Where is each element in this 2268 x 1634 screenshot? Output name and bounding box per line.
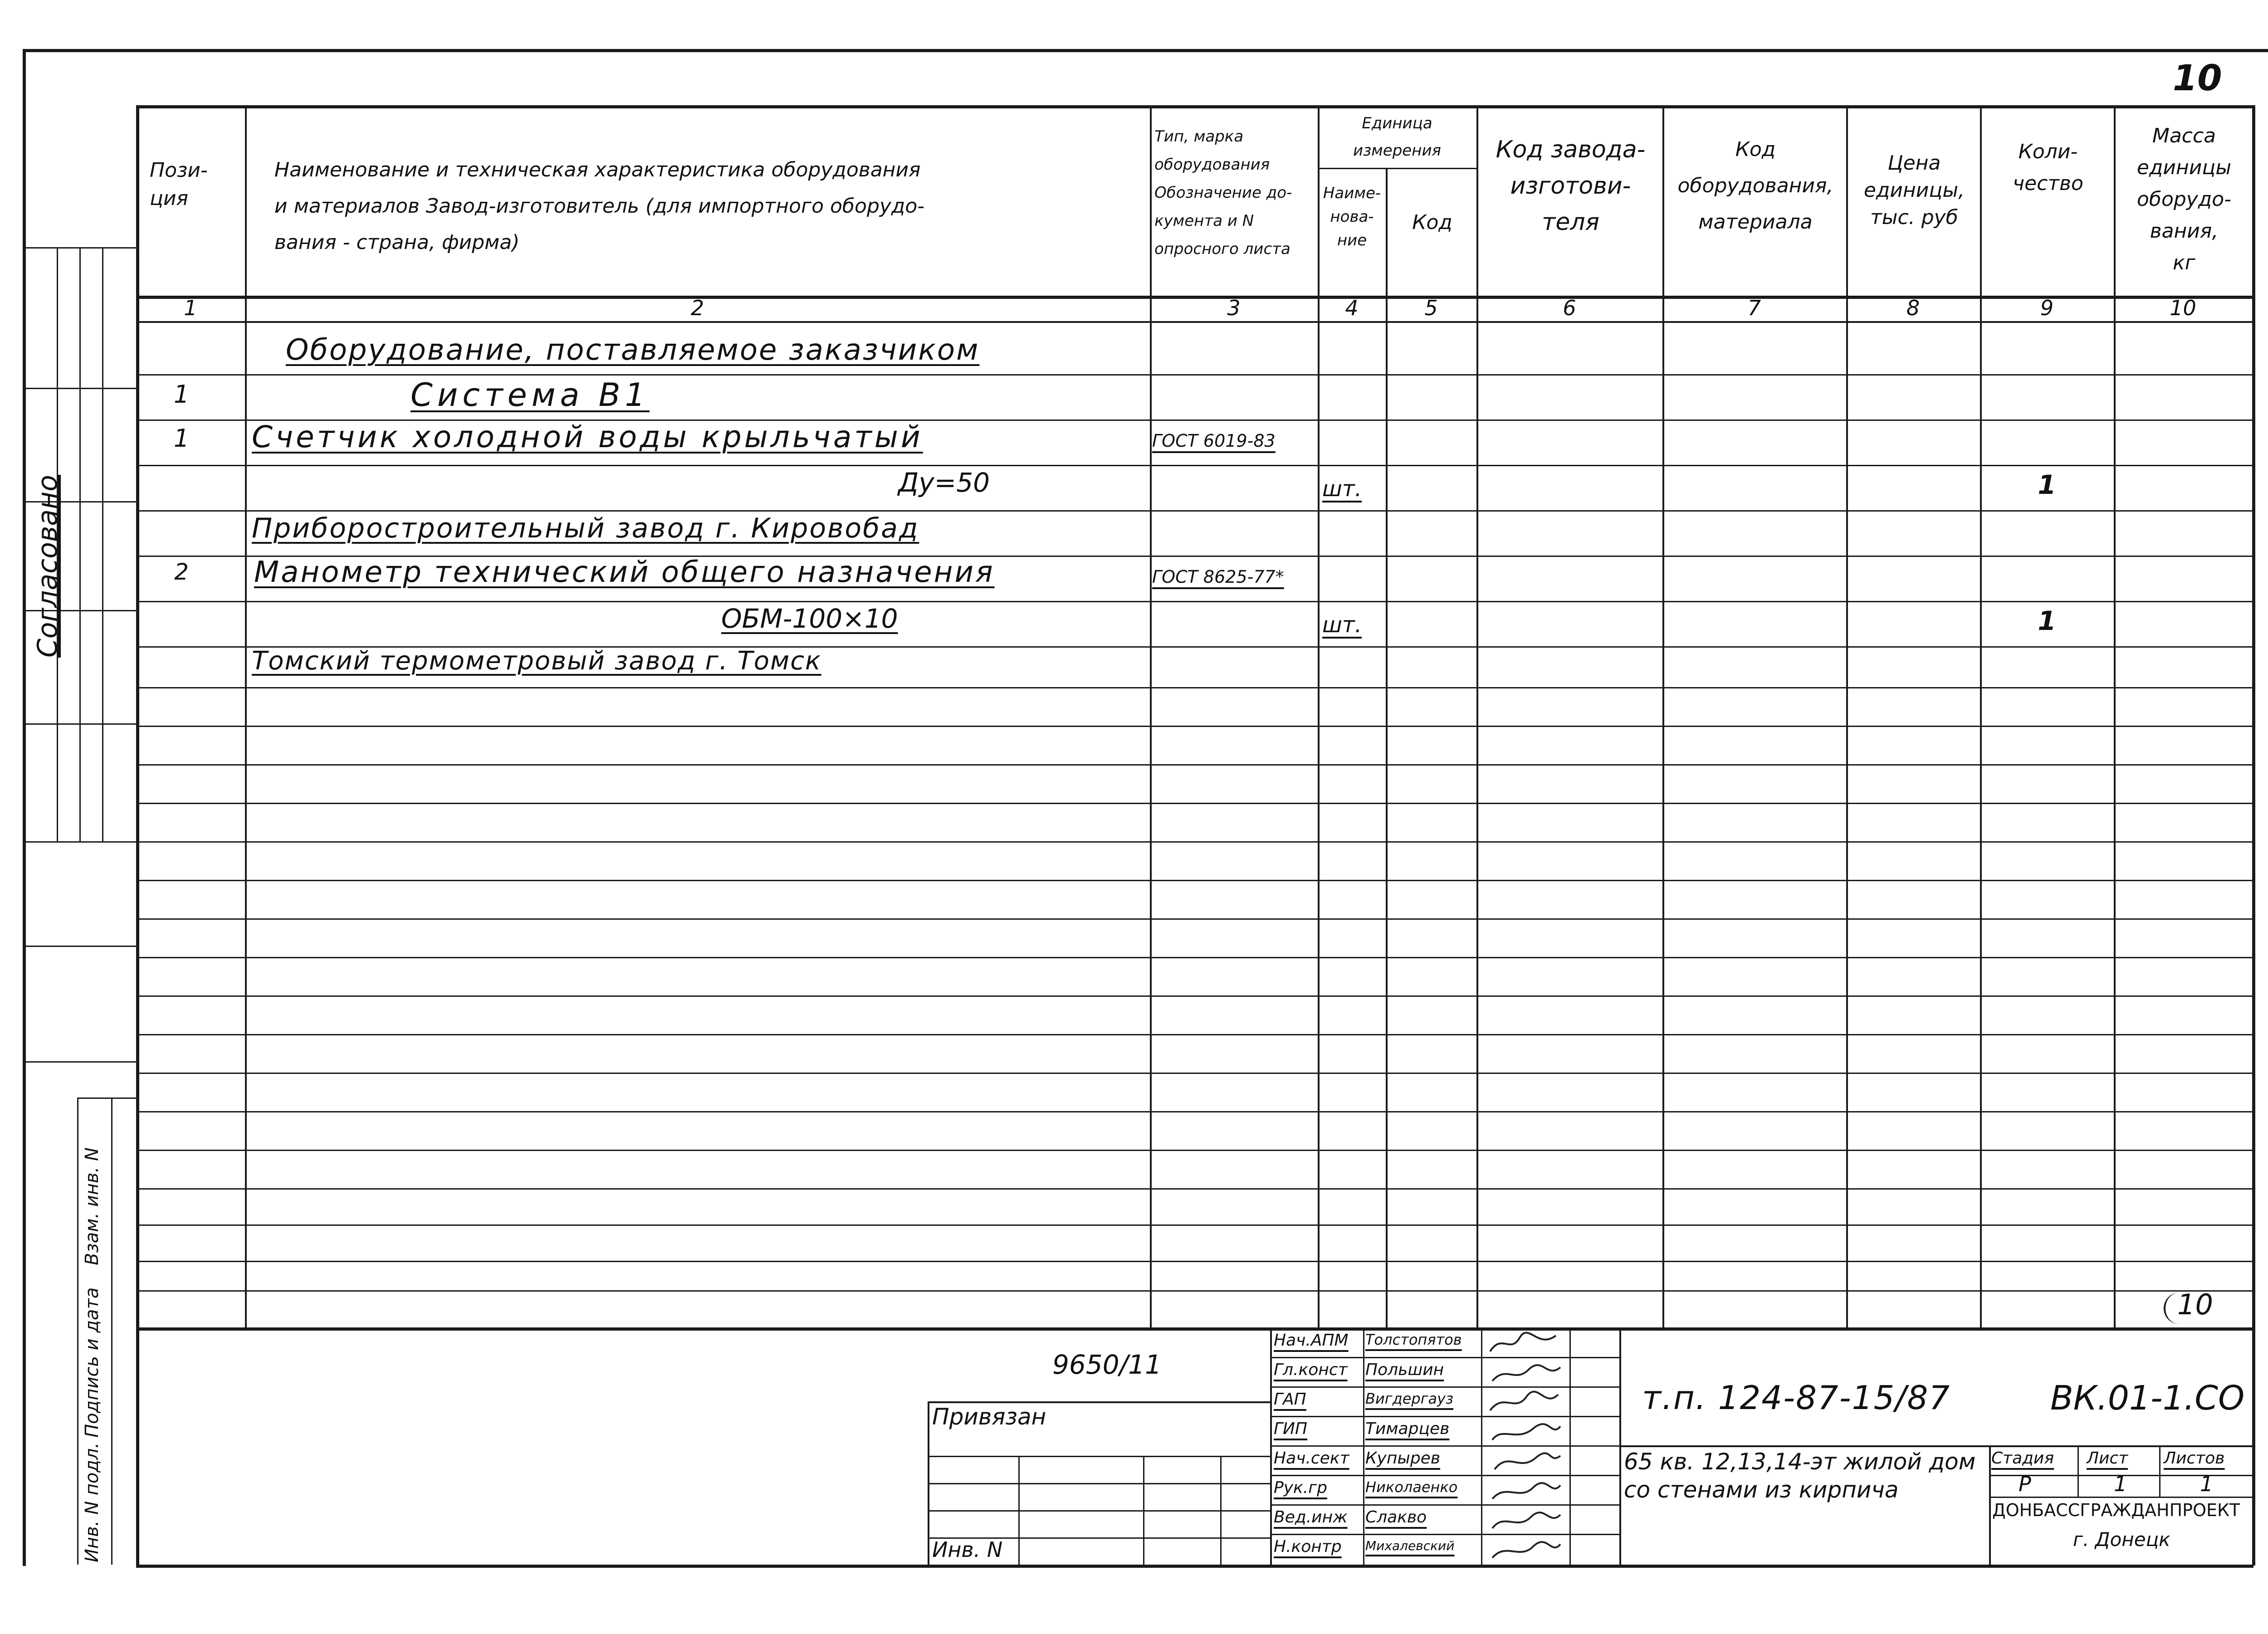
- col-num-9: 9: [2040, 296, 2054, 320]
- col-num-1: 1: [184, 296, 197, 320]
- side-line: [23, 723, 136, 725]
- col-div-4: [1386, 168, 1388, 1327]
- row-line: [136, 465, 2253, 466]
- header-quantity: Коли- чество: [2013, 140, 2083, 195]
- linked-label: Привязан: [932, 1404, 1046, 1430]
- row-line: [136, 1290, 2253, 1292]
- row-line: [136, 726, 2253, 727]
- row-line: [136, 374, 2253, 376]
- archive-number: 9650/11: [1052, 1349, 1162, 1380]
- sheet-value: 1: [2114, 1472, 2127, 1496]
- header-factory-code: Код завода- изготови- теля: [1496, 136, 1646, 236]
- tb-vline: [1143, 1456, 1144, 1565]
- staff-name: Вигдергауз: [1365, 1390, 1454, 1407]
- row-line: [136, 1034, 2253, 1035]
- row-2-position: 1: [173, 424, 190, 453]
- header-unit-group: Единица измерения: [1353, 114, 1442, 160]
- col-num-4: 4: [1345, 296, 1359, 320]
- row-4-name: Приборостроительный завод г. Кировобад: [252, 512, 919, 544]
- col-div-3: [1318, 105, 1320, 1327]
- staff-name: Михалевский: [1365, 1538, 1455, 1553]
- organization-city: г. Донецк: [2073, 1528, 2170, 1551]
- col-num-5: 5: [1424, 296, 1438, 320]
- tb-vline: [1018, 1456, 1020, 1565]
- row-3-name: Ду=50: [898, 467, 990, 498]
- row-2-name: Счетчик холодной воды крыльчатый: [252, 419, 923, 454]
- tb-line: [928, 1510, 1270, 1512]
- row-line: [136, 510, 2253, 512]
- replace-inv-label: Взам. инв. N: [82, 1147, 103, 1265]
- col-num-6: 6: [1563, 296, 1576, 320]
- signature-scribbles: [1483, 1329, 1569, 1565]
- header-name: Наименование и техническая характеристика оборудования и материалов Завод-изготовитель (для импортного оборудо- вания - страна, фирма): [274, 158, 925, 254]
- side-vline-5: [111, 1097, 112, 1565]
- staff-name: Толстопятов: [1365, 1331, 1462, 1348]
- staff-role: Гл.конст: [1274, 1361, 1348, 1379]
- row-5-name: Манометр технический общего назначения: [254, 556, 995, 589]
- col-div-5: [1476, 105, 1478, 1327]
- row-line: [136, 1224, 2253, 1226]
- header-equipment-code: Код оборудования, материала: [1677, 138, 1833, 234]
- col-div-1: [245, 105, 247, 1327]
- header-price: Цена единицы, тыс. руб: [1863, 151, 1965, 229]
- row-line: [136, 918, 2253, 920]
- project-line: [1619, 1445, 2252, 1447]
- row-3-quantity: 1: [2038, 469, 2056, 500]
- header-position: Пози- ция: [150, 159, 208, 210]
- side-vline-3: [102, 247, 103, 841]
- table-left: [136, 105, 139, 1566]
- row-line: [136, 880, 2253, 881]
- staff-role: ГАП: [1274, 1390, 1306, 1409]
- col-num-2: 2: [690, 296, 704, 320]
- row-line: [136, 803, 2253, 804]
- tb-line: [928, 1401, 1270, 1403]
- sign-date-label: Подпись и дата: [82, 1287, 103, 1438]
- unit-group-line: [1318, 168, 1476, 169]
- row-line: [136, 601, 2253, 602]
- header-unit-name: Наиме- нова- ние: [1323, 184, 1381, 249]
- header-type: Тип, марка оборудования Обозначение до- кумента и N опросного листа: [1154, 127, 1292, 258]
- header-mass: Масса единицы оборудо- вания, кг: [2136, 124, 2232, 274]
- staff-name: Слакво: [1365, 1508, 1427, 1527]
- row-5-position: 2: [174, 559, 189, 585]
- col-div-7: [1846, 105, 1848, 1327]
- staff-name: Польшин: [1365, 1361, 1444, 1379]
- row-line: [136, 764, 2253, 766]
- row-3-unit: шт.: [1322, 476, 1362, 502]
- table-body-bottom: [136, 1327, 2253, 1331]
- col-num-3: 3: [1227, 296, 1241, 320]
- col-num-8: 8: [1906, 296, 1920, 320]
- row-line: [136, 1111, 2253, 1112]
- row-line: [136, 1261, 2253, 1262]
- organization-name: ДОНБАССГРАЖДАНПРОЕКТ: [1992, 1500, 2240, 1520]
- sheets-value: 1: [2200, 1472, 2214, 1496]
- row-2-type: ГОСТ 6019-83: [1152, 431, 1276, 451]
- row-6-name: ОБМ-100×10: [721, 603, 898, 634]
- agreed-label: Согласовано: [32, 474, 64, 658]
- stage-label: Стадия: [1991, 1449, 2054, 1468]
- col-div-9: [2114, 105, 2116, 1327]
- frame-top: [23, 49, 2268, 52]
- sheet-number: 10: [2173, 58, 2222, 99]
- row-line: [136, 841, 2253, 843]
- staff-name: Тимарцев: [1365, 1419, 1450, 1438]
- col-num-10: 10: [2170, 296, 2196, 320]
- row-line: [136, 1188, 2253, 1190]
- staff-name: Николаенко: [1365, 1478, 1458, 1496]
- staff-role: ГИП: [1274, 1419, 1308, 1438]
- table-right: [2252, 105, 2255, 1566]
- staff-role: Н.контр: [1274, 1537, 1342, 1556]
- tb-vline: [1220, 1456, 1222, 1565]
- row-line: [136, 957, 2253, 958]
- row-line: [136, 687, 2253, 688]
- side-vline-2: [79, 247, 81, 841]
- frame-bottom: [136, 1565, 2253, 1568]
- staff-role: Нач.сект: [1274, 1449, 1349, 1468]
- project-code: т.п. 124-87-15/87: [1642, 1379, 1951, 1417]
- side-line: [23, 841, 136, 843]
- project-description: 65 кв. 12,13,14-эт жилой дом со стенами из кирпича: [1624, 1449, 1976, 1503]
- tb-line: [928, 1483, 1270, 1484]
- project-vline: [2077, 1445, 2079, 1497]
- row-6-unit: шт.: [1322, 612, 1362, 638]
- row-6-quantity: 1: [2038, 605, 2056, 636]
- row-line: [136, 995, 2253, 997]
- row-7-name: Томский термометровый завод г. Томск: [252, 646, 821, 676]
- col-div-2: [1150, 105, 1152, 1327]
- side-vline-4: [77, 1097, 78, 1565]
- row-line: [136, 1150, 2253, 1151]
- row-1-position: 1: [173, 380, 190, 409]
- sheets-label: Листов: [2164, 1449, 2225, 1468]
- inv-no-label: Инв. N подл.: [82, 1442, 103, 1562]
- project-vline: [1989, 1445, 1991, 1566]
- doc-code: ВК.01-1.СО: [2050, 1379, 2245, 1418]
- project-vline: [2159, 1445, 2160, 1497]
- side-line: [77, 1097, 136, 1099]
- stage-value: Р: [2019, 1472, 2031, 1496]
- project-line: [1989, 1497, 2252, 1498]
- staff-role: Вед.инж: [1274, 1508, 1348, 1527]
- corner-arc: [2164, 1293, 2193, 1324]
- sheet-label: Лист: [2087, 1449, 2128, 1468]
- tb-line: [928, 1456, 1270, 1457]
- numbers-bottom: [136, 321, 2253, 323]
- side-line: [23, 1061, 136, 1063]
- header-unit-code: Код: [1412, 211, 1452, 234]
- inv-label: Инв. N: [932, 1537, 1003, 1562]
- row-5-type: ГОСТ 8625-77*: [1152, 567, 1284, 587]
- side-line: [23, 388, 136, 389]
- col-div-6: [1662, 105, 1664, 1327]
- table-top: [136, 105, 2253, 108]
- col-div-8: [1980, 105, 1982, 1327]
- row-line: [136, 1073, 2253, 1074]
- staff-role: Рук.гр: [1274, 1478, 1327, 1497]
- row-1-name: Система В1: [411, 376, 650, 414]
- side-line: [23, 946, 136, 947]
- staff-name: Купырев: [1365, 1449, 1441, 1468]
- col-num-7: 7: [1747, 296, 1761, 320]
- frame-left: [23, 49, 26, 1566]
- corner-sheet-mark: 10: [2177, 1288, 2213, 1321]
- staff-role: Нач.АПМ: [1274, 1331, 1349, 1350]
- row-0-name: Оборудование, поставляемое заказчиком: [286, 333, 980, 367]
